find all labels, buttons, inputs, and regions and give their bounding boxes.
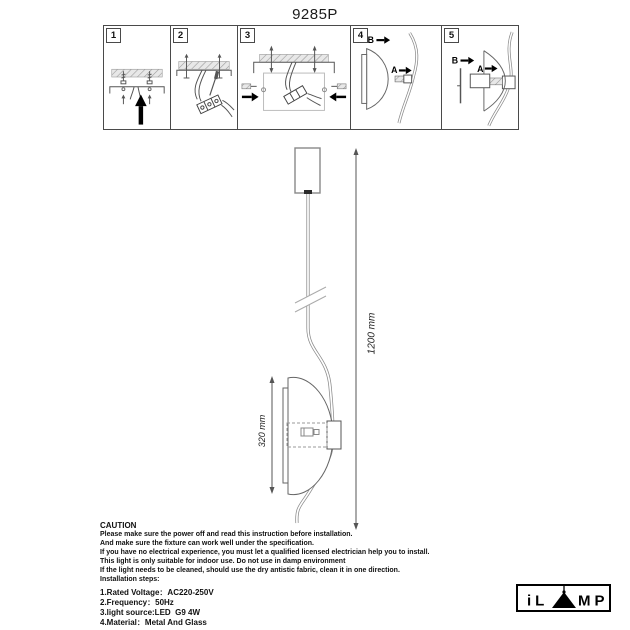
rod-connector	[327, 421, 341, 449]
side-screw-right	[329, 84, 346, 101]
label-a	[391, 65, 412, 75]
step-number-3: 3	[240, 28, 255, 43]
g9-socket	[395, 75, 412, 83]
arrow-right-icon	[384, 36, 390, 43]
step-number-1: 1	[106, 28, 121, 43]
wire-tails	[221, 100, 234, 117]
label-a	[477, 64, 497, 74]
label-a-text: A	[391, 65, 398, 76]
logo-text-right: MP	[578, 592, 609, 610]
wires	[195, 70, 206, 101]
side-screw-left	[242, 84, 259, 101]
caution-line: If you have no electrical experience, you must let a qualified licensed electrician help you to install.	[100, 549, 430, 556]
arrow-left-icon	[329, 93, 336, 102]
ilamp-logo-graphic	[516, 584, 611, 612]
bulb-pin	[490, 78, 503, 85]
wires	[286, 62, 296, 91]
canopy-nub	[304, 190, 312, 194]
glass-shade	[367, 49, 389, 110]
step-panel-5	[441, 25, 519, 130]
dimension-line-overall	[354, 148, 359, 530]
caution-section	[100, 521, 520, 628]
label-b-text: B	[451, 55, 459, 66]
caution-line: If the light needs to be cleaned, should use the dry antistic fabric, clean it in one direction.	[100, 567, 400, 574]
terminal-block	[284, 86, 307, 104]
step-number-4: 4	[353, 28, 368, 43]
specifications-list	[100, 588, 520, 628]
spec-material: 4.Material：Metal And Glass	[100, 618, 207, 627]
caution-line: This light is only suitable for indoor use. Do not use in damp environment	[100, 558, 346, 565]
label-b	[452, 55, 474, 65]
mounting-bracket	[110, 87, 164, 94]
step-panel-4	[350, 25, 442, 130]
step-number-5: 5	[444, 28, 459, 43]
arrow-right-icon	[406, 67, 412, 74]
installation-steps-heading: Installation steps:	[100, 576, 160, 583]
small-screws	[121, 94, 151, 104]
screwdriver-icon	[210, 71, 218, 95]
arrow-right-icon	[492, 65, 498, 72]
ceiling-canopy	[295, 148, 320, 193]
ceiling-hatch	[260, 54, 329, 62]
label-b-text: B	[367, 34, 374, 45]
arrow-right-icon	[468, 57, 474, 65]
label-a-text: A	[477, 64, 484, 75]
arrow-right-icon	[252, 93, 259, 102]
step-panel-2	[170, 25, 238, 130]
arrow-up-icon	[135, 94, 147, 124]
spec-frequency: 2.Frequency：50Hz	[100, 598, 174, 607]
terminal-block	[197, 95, 222, 114]
spec-light-source: 3.light source:LED G9 4W	[100, 608, 201, 617]
logo-text-left: iL	[527, 592, 549, 610]
installation-steps-row	[103, 25, 519, 130]
caution-line: Please make sure the power off and read this instruction before installation.	[100, 531, 353, 538]
dimension-line-shade	[270, 376, 275, 494]
step-panel-1	[103, 25, 171, 130]
ceiling-hatch	[112, 69, 162, 77]
dimension-shade-height: 320 mm	[257, 414, 267, 448]
wire-tails	[307, 94, 322, 106]
model-title: 9285P	[292, 6, 338, 23]
label-b	[368, 35, 391, 45]
ilamp-logo	[516, 584, 611, 612]
mounting-pin	[457, 68, 460, 103]
rod-break-symbol	[295, 287, 326, 312]
wires	[130, 87, 141, 100]
caution-heading: CAUTION	[100, 521, 137, 530]
bracket-slots	[122, 88, 151, 91]
step-number-2: 2	[173, 28, 188, 43]
dimension-overall-height: 1200 mm	[366, 312, 378, 355]
shade-rim	[362, 55, 367, 104]
led-bulb	[470, 74, 489, 88]
step-panel-3	[237, 25, 351, 130]
caution-line: And make sure the fixture can work well under the specification.	[100, 540, 314, 547]
spec-rated-voltage: 1.Rated Voltage：AC220-250V	[100, 588, 214, 597]
